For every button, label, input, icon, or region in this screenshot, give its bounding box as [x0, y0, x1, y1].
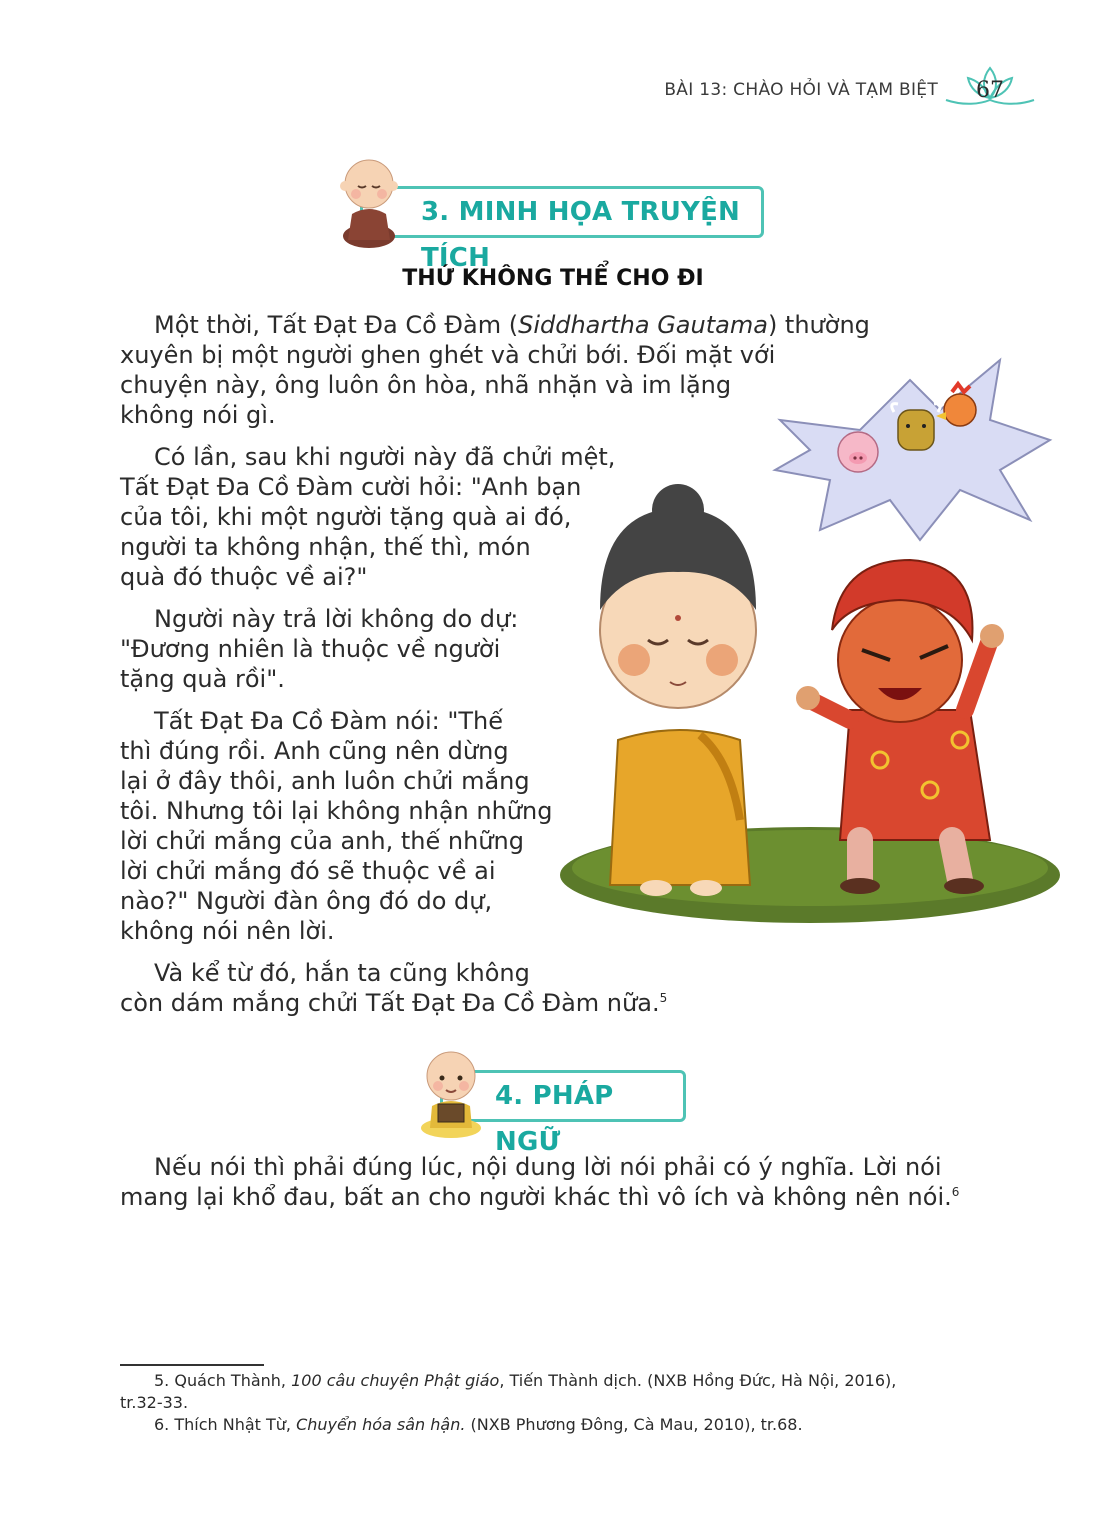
- section-3-title: 3. MINH HỌA TRUYỆN TÍCH: [421, 197, 740, 273]
- p4-line-2: thì đúng rồi. Anh cũng nên dừng: [120, 737, 509, 765]
- dharma-line-2: mang lại khổ đau, bất an cho người khác thì vô ích và không nên nói.: [120, 1183, 952, 1211]
- p4-line-1: Tất Đạt Đa Cồ Đàm nói: "Thế: [154, 707, 504, 735]
- pig-icon: [838, 432, 878, 472]
- story-illustration: [560, 340, 1060, 930]
- footnote-ref-5: 5: [659, 991, 668, 1005]
- p1-line-2: xuyên bị một người ghen ghét và chửi bới. Đối mặt với: [120, 341, 776, 369]
- footnote-6-a: 6. Thích Nhật Từ,: [154, 1415, 297, 1434]
- buddha-illustration: [600, 484, 756, 896]
- p1-italic: Siddhartha Gautama: [518, 311, 768, 339]
- p1-text-b: ) thường: [767, 311, 870, 339]
- footnote-5-italic: 100 câu chuyện Phật giáo: [291, 1371, 500, 1390]
- p2-line-1: Có lần, sau khi người này đã chửi mệt,: [154, 443, 616, 471]
- dharma-text: [120, 1152, 1000, 1212]
- p5-line-1: Và kể từ đó, hắn ta cũng không: [154, 959, 530, 987]
- section-3-header: [360, 186, 764, 273]
- footnote-6-b: (NXB Phương Đông, Cà Mau, 2010), tr.68.: [465, 1415, 803, 1434]
- p2-line-2: Tất Đạt Đa Cồ Đàm cười hỏi: "Anh bạn: [120, 473, 582, 501]
- story-title: THỨ KHÔNG THỂ CHO ĐI: [402, 266, 704, 291]
- footnote-ref-6: 6: [951, 1185, 960, 1199]
- section-4-title: 4. PHÁP NGỮ: [495, 1081, 614, 1157]
- footnote-divider: [120, 1364, 264, 1366]
- p4-line-3: lại ở đây thôi, anh luôn chửi mắng: [120, 767, 530, 795]
- p1-line-3: chuyện này, ông luôn ôn hòa, nhã nhặn và im lặng: [120, 371, 732, 399]
- story-paragraph-3: [120, 604, 560, 694]
- footnote-5-b: , Tiến Thành dịch. (NXB Hồng Đức, Hà Nội, 2016),: [499, 1371, 897, 1390]
- running-header: BÀI 13: CHÀO HỎI VÀ TẠM BIỆT: [664, 80, 938, 100]
- p3-line-1: Người này trả lời không do dự:: [154, 605, 519, 633]
- p3-line-3: tặng quà rồi".: [120, 665, 285, 693]
- p2-line-4: người ta không nhận, thế thì, món: [120, 533, 531, 561]
- p4-line-5: lời chửi mắng của anh, thế những: [120, 827, 524, 855]
- footnotes: [120, 1370, 1020, 1436]
- p2-line-3: của tôi, khi một người tặng quà ai đó,: [120, 503, 572, 531]
- footnote-6-italic: Chuyển hóa sân hận.: [296, 1415, 466, 1434]
- story-paragraph-5: [120, 958, 760, 1018]
- p1-text-a: Một thời, Tất Đạt Đa Cồ Đàm (: [154, 311, 519, 339]
- p4-line-6: lời chửi mắng đó sẽ thuộc về ai: [120, 857, 496, 885]
- monk-meditating-icon: [336, 152, 402, 250]
- p2-line-5: quà đó thuộc về ai?": [120, 563, 368, 591]
- p4-line-8: không nói nên lời.: [120, 917, 335, 945]
- footnote-5-a: 5. Quách Thành,: [154, 1371, 292, 1390]
- dharma-line-1: Nếu nói thì phải đúng lúc, nội dung lời nói phải có ý nghĩa. Lời nói: [154, 1153, 942, 1181]
- p1-line-4: không nói gì.: [120, 401, 276, 429]
- page-number: 67: [976, 78, 1004, 103]
- story-paragraph-4: [120, 706, 580, 946]
- footnote-5-line-2: tr.32-33.: [120, 1393, 189, 1412]
- p4-line-7: nào?" Người đàn ông đó do dự,: [120, 887, 493, 915]
- p3-line-2: "Đương nhiên là thuộc về người: [120, 635, 501, 663]
- monk-reading-icon: [418, 1044, 484, 1140]
- p4-line-4: tôi. Nhưng tôi lại không nhận những: [120, 797, 553, 825]
- p5-line-2: còn dám mắng chửi Tất Đạt Đa Cồ Đàm nữa.: [120, 989, 660, 1017]
